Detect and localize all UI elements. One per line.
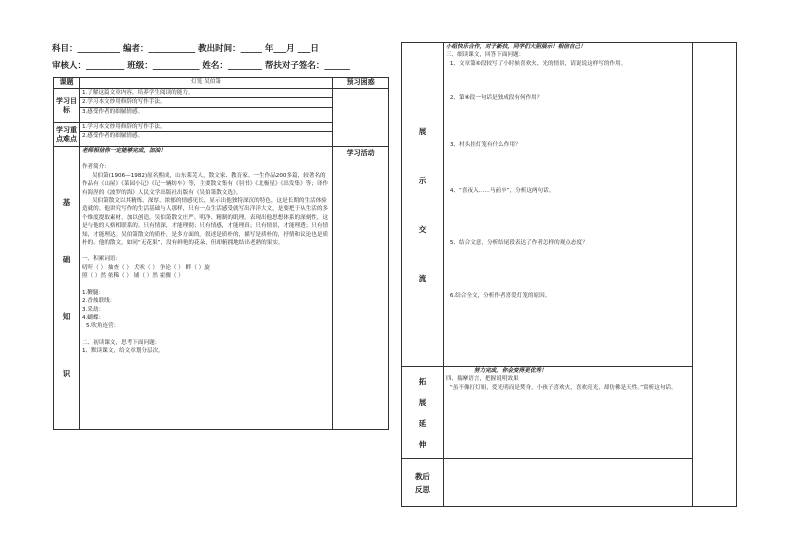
key-item: 2.感受作者的细腻情感。 (81, 133, 144, 140)
question-4: 4、“喜夜入……马前卒”，分析这两句话。 (449, 188, 555, 195)
reflection-char: 教后 (414, 471, 430, 481)
show-char: 示 (418, 175, 427, 185)
vocab-line: 照（ ）然 依稀（ ） 铺（ ）然 霍骤（ ） (81, 273, 184, 280)
reflection-char: 反思 (414, 484, 430, 494)
vocab-line: 叨吓（ ） 抽查（ ） 犬吠（ ） 争论（ ） 畔（ ）旋 (81, 264, 210, 271)
header-line-2: 审核人：_________ 班级：___________ 姓名：________ 帮扶对子签名：______ (52, 61, 350, 71)
term-item: 5.吹角连营： (85, 323, 120, 330)
question-3: 3、村头挂灯笼有什么作用？ (449, 141, 521, 148)
show-char: 展 (418, 126, 427, 136)
left-table (53, 77, 389, 430)
key-label: 学习重点难点 (54, 123, 80, 147)
notes-column[interactable] (693, 43, 737, 507)
term-item: 1.鞭腿： (81, 289, 105, 296)
vocab-heading: 一、积累词语： (81, 256, 122, 263)
author-heading: 作者简介： (81, 164, 110, 171)
section-3-heading: 三、细读课文，回答下面问题： (445, 52, 525, 59)
topic-label: 课题 (54, 78, 80, 89)
show-content (443, 43, 692, 367)
goals-label: 学习目标 (54, 89, 80, 123)
show-char: 交 (418, 224, 427, 234)
lesson-title: 灯笼 吴伯箫 (79, 78, 332, 89)
extend-char: 伸 (418, 439, 427, 449)
read-question: 1、默读课文，给文章划分层次。 (81, 348, 164, 355)
goals-cell (79, 89, 332, 123)
key-item: 1.学习本文炒用修辞的写作手法。 (80, 123, 332, 132)
question-2: 2、第⑧段一句话是独成段有何作用？ (449, 95, 543, 102)
goal-item: 3.感受作者的细腻情感。 (81, 108, 144, 115)
basic-char: 知 (62, 312, 71, 321)
basic-char: 础 (62, 255, 71, 264)
question-6: 6.结合全文，分析作者喜爱灯笼的原因。 (449, 292, 551, 299)
extend-char: 展 (418, 397, 427, 407)
section-4-heading: 四、揣摩语言，把握说明效果 (445, 376, 519, 383)
basic-knowledge-label (54, 147, 80, 430)
goal-item: 1.了解这篇文章内容，培养学生阅读的能力。 (80, 89, 332, 98)
header-line-1: 科目：__________ 编者：___________ 教出时间：_____ 年___月 ___日 (52, 44, 319, 54)
show-char: 流 (418, 273, 427, 283)
basic-char: 识 (62, 369, 71, 378)
goal-item: 2.学习本文炒用修辞的写作手法。 (80, 98, 332, 107)
question-5: 5、结合文意，分析结尾段表达了作者怎样的观点态度？ (449, 240, 588, 247)
preview-cell[interactable] (333, 89, 389, 147)
read-heading: 二、初读课文，思考下面问题： (81, 339, 161, 346)
extend-char: 拓 (418, 376, 427, 386)
question-1: 1、文章第⑥段较写了小时候喜欢火、光的情景，请说说这样写的作用。 (449, 60, 627, 67)
extend-label (402, 367, 444, 459)
reflection-label (402, 459, 444, 507)
extend-question: “虽不像打灯姐，爱光明而是焚身，小孩子喜欢火，喜欢亮光，却仿佛是天性。”赏析这句话。 (449, 384, 677, 391)
term-item: 2.香烛联线： (81, 298, 116, 305)
preview-label: 预习困惑 (333, 78, 389, 89)
reflection-content[interactable] (443, 459, 692, 507)
basic-char: 基 (62, 198, 71, 207)
author-paragraph-1: 吴伯箫(1906—1982)原名熙成，山东莱芜人，散文家、教育家。一生作品200多篇，较著名的作品有《山屋》《菜园小记》《记一辆纺车》等，主要散文集有《羽书》《北极星》《出发集》等；译作有海涅的《波罗的海》人民文学出版社出版有《吴伯箫散文选》。 (81, 172, 329, 196)
encourage-slogan: 老师相信你一定能够完成，加油！ (81, 148, 166, 154)
author-paragraph-2: 吴伯箫散文以其精炼、深厚、浓郁的情感见长，显示出他独特深沉的特色，这是长期的生活体验造就的。他讲究写作的生活基础与人那样，只有一点生活感受就写出洋洋大文，是要把于从生活的多个维度提取素材，加以创造。吴伯箫散文庄严、明净、精制的肌理，表现出他思想体系的深刻性，这是与他的人格相联系的。只有情深，才能理彻；只有情感，才能理真；只有情景，才能理透；只有情知，才能理达。吴伯箫散文的质朴，是多方面的。叙述是质朴的，描写是质朴的，抒情和议论也是质朴的。他的散文，如同“无花果”，没有鲜艳的花朵，但却俯拥地结出老熟的果实。 (81, 198, 329, 247)
cooperate-slogan: 小组快乐合作，对子新扶，同学们大胆展示！相信自己！ (445, 44, 586, 50)
term-item: 4.蝴蝶： (81, 314, 105, 321)
right-table (401, 42, 737, 507)
show-exchange-label (402, 43, 444, 367)
activity-label: 学习活动 (333, 147, 389, 430)
extend-content (443, 367, 692, 459)
extend-char: 延 (418, 418, 427, 428)
keys-cell (79, 123, 332, 147)
basic-content (79, 147, 332, 430)
term-item: 3.采劫： (81, 306, 105, 313)
effort-slogan: 努力完成，你会变得更优秀！ (473, 368, 547, 374)
